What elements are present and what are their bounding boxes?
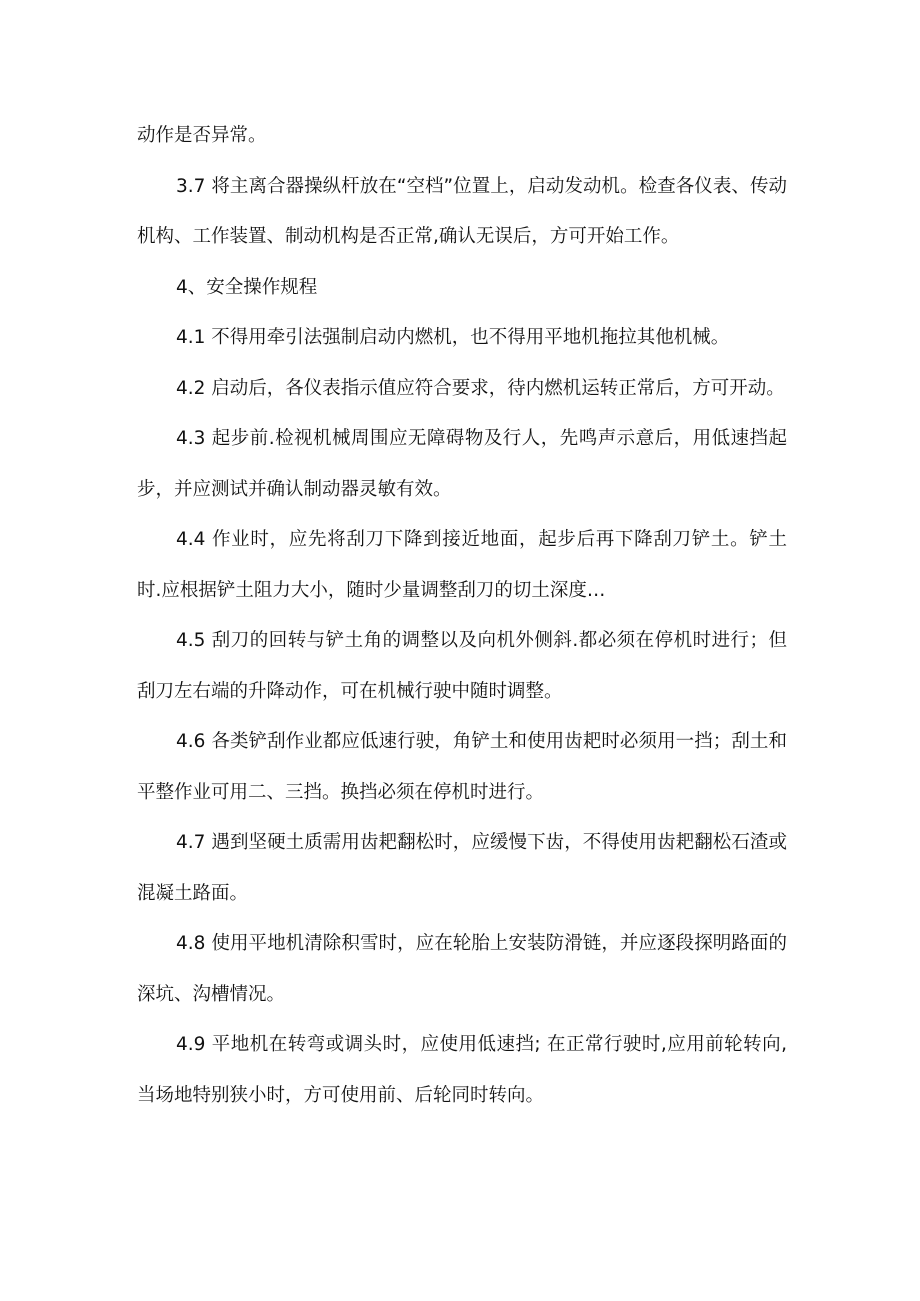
paragraph-4-4: 4.4 作业时，应先将刮刀下降到接近地面，起步后再下降刮刀铲土。铲土时.应根据铲土阻力大小，随时少量调整刮刀的切土深度… xyxy=(137,529,787,601)
paragraph-4-5: 4.5 刮刀的回转与铲土角的调整以及向机外侧斜.都必须在停机时进行；但刮刀左右端的升降动作，可在机械行驶中随时调整。 xyxy=(137,630,787,702)
section-heading-4: 4、安全操作规程 xyxy=(176,276,318,298)
paragraph-3-7: 3.7 将主离合器操纵杆放在“空档”位置上，启动发动机。检查各仪表、传动机构、工作装置、制动机构是否正常,确认无误后，方可开始工作。 xyxy=(137,175,787,247)
paragraph-4-8: 4.8 使用平地机清除积雪时，应在轮胎上安装防滑链，并应逐段探明路面的深坑、沟槽情况。 xyxy=(137,933,787,1005)
paragraph-4-2: 4.2 启动后，各仪表指示值应符合要求，待内燃机运转正常后，方可开动。 xyxy=(176,377,785,399)
paragraph-4-9: 4.9 平地机在转弯或调头时，应使用低速挡; 在正常行驶时,应用前轮转向,当场地特别狭小时，方可使用前、后轮同时转向。 xyxy=(137,1034,787,1106)
paragraph-4-1: 4.1 不得用牵引法强制启动内燃机，也不得用平地机拖拉其他机械。 xyxy=(176,327,730,348)
document-body xyxy=(137,111,787,1121)
paragraph-continuation: 动作是否异常。 xyxy=(137,125,267,146)
paragraph-4-7: 4.7 遇到坚硬土质需用齿耙翻松时，应缓慢下齿，不得使用齿耙翻松石渣或混凝土路面。 xyxy=(137,832,787,904)
paragraph-4-6: 4.6 各类铲刮作业都应低速行驶，角铲土和使用齿耙时必须用一挡；刮土和平整作业可用二、三挡。换挡必须在停机时进行。 xyxy=(137,731,787,803)
paragraph-4-3: 4.3 起步前.检视机械周围应无障碍物及行人，先鸣声示意后，用低速挡起步，并应测试并确认制动器灵敏有效。 xyxy=(137,428,787,500)
